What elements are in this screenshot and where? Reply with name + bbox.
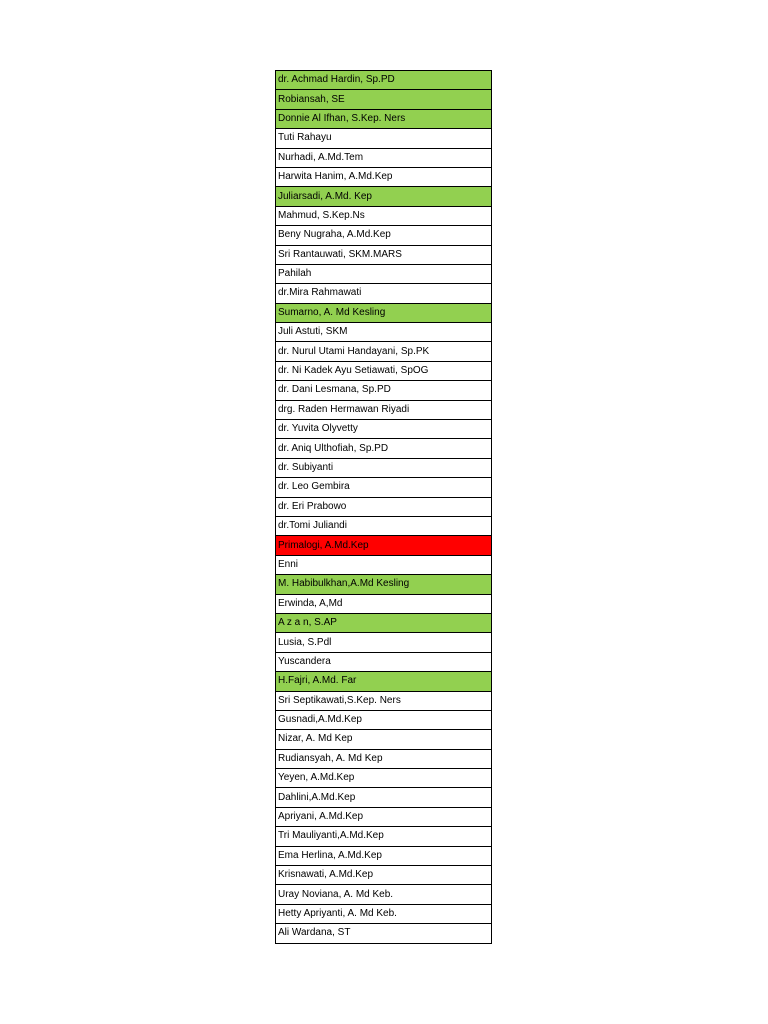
name-cell: dr. Eri Prabowo bbox=[276, 497, 492, 516]
name-cell: Lusia, S.Pdl bbox=[276, 633, 492, 652]
table-row bbox=[276, 323, 492, 342]
table-row bbox=[276, 633, 492, 652]
table-row bbox=[276, 613, 492, 632]
name-cell: Yeyen, A.Md.Kep bbox=[276, 769, 492, 788]
name-cell: dr. Dani Lesmana, Sp.PD bbox=[276, 381, 492, 400]
name-cell: dr. Ni Kadek Ayu Setiawati, SpOG bbox=[276, 361, 492, 380]
name-cell: Gusnadi,A.Md.Kep bbox=[276, 710, 492, 729]
table-row bbox=[276, 478, 492, 497]
table-row bbox=[276, 109, 492, 128]
table-row bbox=[276, 691, 492, 710]
table-row bbox=[276, 788, 492, 807]
name-cell: Sri Rantauwati, SKM.MARS bbox=[276, 245, 492, 264]
table-row bbox=[276, 807, 492, 826]
name-cell: Yuscandera bbox=[276, 652, 492, 671]
name-cell: Beny Nugraha, A.Md.Kep bbox=[276, 226, 492, 245]
table-row bbox=[276, 226, 492, 245]
name-cell: M. Habibulkhan,A.Md Kesling bbox=[276, 575, 492, 594]
table-row bbox=[276, 594, 492, 613]
table-row bbox=[276, 206, 492, 225]
name-cell: Sumarno, A. Md Kesling bbox=[276, 303, 492, 322]
name-cell: Sri Septikawati,S.Kep. Ners bbox=[276, 691, 492, 710]
table-row bbox=[276, 866, 492, 885]
table-row bbox=[276, 749, 492, 768]
table-row bbox=[276, 846, 492, 865]
name-cell: Rudiansyah, A. Md Kep bbox=[276, 749, 492, 768]
table-row bbox=[276, 90, 492, 109]
table-row bbox=[276, 885, 492, 904]
table-row bbox=[276, 555, 492, 574]
table-row bbox=[276, 904, 492, 923]
table-row bbox=[276, 167, 492, 186]
name-cell: Primalogi, A.Md.Kep bbox=[276, 536, 492, 555]
table-row bbox=[276, 245, 492, 264]
table-row bbox=[276, 284, 492, 303]
table-row bbox=[276, 458, 492, 477]
name-list-body bbox=[276, 71, 492, 944]
name-cell: Erwinda, A,Md bbox=[276, 594, 492, 613]
name-cell: Tuti Rahayu bbox=[276, 129, 492, 148]
name-cell: Tri Mauliyanti,A.Md.Kep bbox=[276, 827, 492, 846]
table-row bbox=[276, 303, 492, 322]
table-row bbox=[276, 439, 492, 458]
name-cell: Pahilah bbox=[276, 264, 492, 283]
table-row bbox=[276, 710, 492, 729]
name-cell: Hetty Apriyanti, A. Md Keb. bbox=[276, 904, 492, 923]
name-cell: Mahmud, S.Kep.Ns bbox=[276, 206, 492, 225]
table-row bbox=[276, 516, 492, 535]
name-cell: dr. Achmad Hardin, Sp.PD bbox=[276, 71, 492, 90]
table-row bbox=[276, 672, 492, 691]
table-row bbox=[276, 264, 492, 283]
table-row bbox=[276, 342, 492, 361]
table-row bbox=[276, 187, 492, 206]
name-cell: Donnie Al Ifhan, S.Kep. Ners bbox=[276, 109, 492, 128]
table-row bbox=[276, 148, 492, 167]
name-cell: H.Fajri, A.Md. Far bbox=[276, 672, 492, 691]
name-cell: dr.Mira Rahmawati bbox=[276, 284, 492, 303]
name-cell: Juliarsadi, A.Md. Kep bbox=[276, 187, 492, 206]
table-row bbox=[276, 497, 492, 516]
table-row bbox=[276, 71, 492, 90]
name-cell: dr. Aniq Ulthofiah, Sp.PD bbox=[276, 439, 492, 458]
table-row bbox=[276, 420, 492, 439]
name-cell: Uray Noviana, A. Md Keb. bbox=[276, 885, 492, 904]
table-row bbox=[276, 730, 492, 749]
table-row bbox=[276, 400, 492, 419]
name-cell: Apriyani, A.Md.Kep bbox=[276, 807, 492, 826]
name-cell: Nurhadi, A.Md.Tem bbox=[276, 148, 492, 167]
name-cell: Enni bbox=[276, 555, 492, 574]
table-row bbox=[276, 827, 492, 846]
name-cell: dr.Tomi Juliandi bbox=[276, 516, 492, 535]
table-row bbox=[276, 769, 492, 788]
name-cell: dr. Subiyanti bbox=[276, 458, 492, 477]
name-cell: Nizar, A. Md Kep bbox=[276, 730, 492, 749]
name-cell: A z a n, S.AP bbox=[276, 613, 492, 632]
name-cell: dr. Leo Gembira bbox=[276, 478, 492, 497]
table-row bbox=[276, 536, 492, 555]
name-cell: Ema Herlina, A.Md.Kep bbox=[276, 846, 492, 865]
table-row bbox=[276, 652, 492, 671]
name-cell: Robiansah, SE bbox=[276, 90, 492, 109]
name-cell: Juli Astuti, SKM bbox=[276, 323, 492, 342]
table-row bbox=[276, 361, 492, 380]
table-row bbox=[276, 924, 492, 943]
table-row bbox=[276, 575, 492, 594]
name-cell: Ali Wardana, ST bbox=[276, 924, 492, 943]
name-cell: Harwita Hanim, A.Md.Kep bbox=[276, 167, 492, 186]
name-cell: drg. Raden Hermawan Riyadi bbox=[276, 400, 492, 419]
name-cell: dr. Yuvita Olyvetty bbox=[276, 420, 492, 439]
name-cell: Dahlini,A.Md.Kep bbox=[276, 788, 492, 807]
table-row bbox=[276, 129, 492, 148]
name-cell: Krisnawati, A.Md.Kep bbox=[276, 866, 492, 885]
name-cell: dr. Nurul Utami Handayani, Sp.PK bbox=[276, 342, 492, 361]
name-list-table bbox=[275, 70, 492, 944]
table-row bbox=[276, 381, 492, 400]
